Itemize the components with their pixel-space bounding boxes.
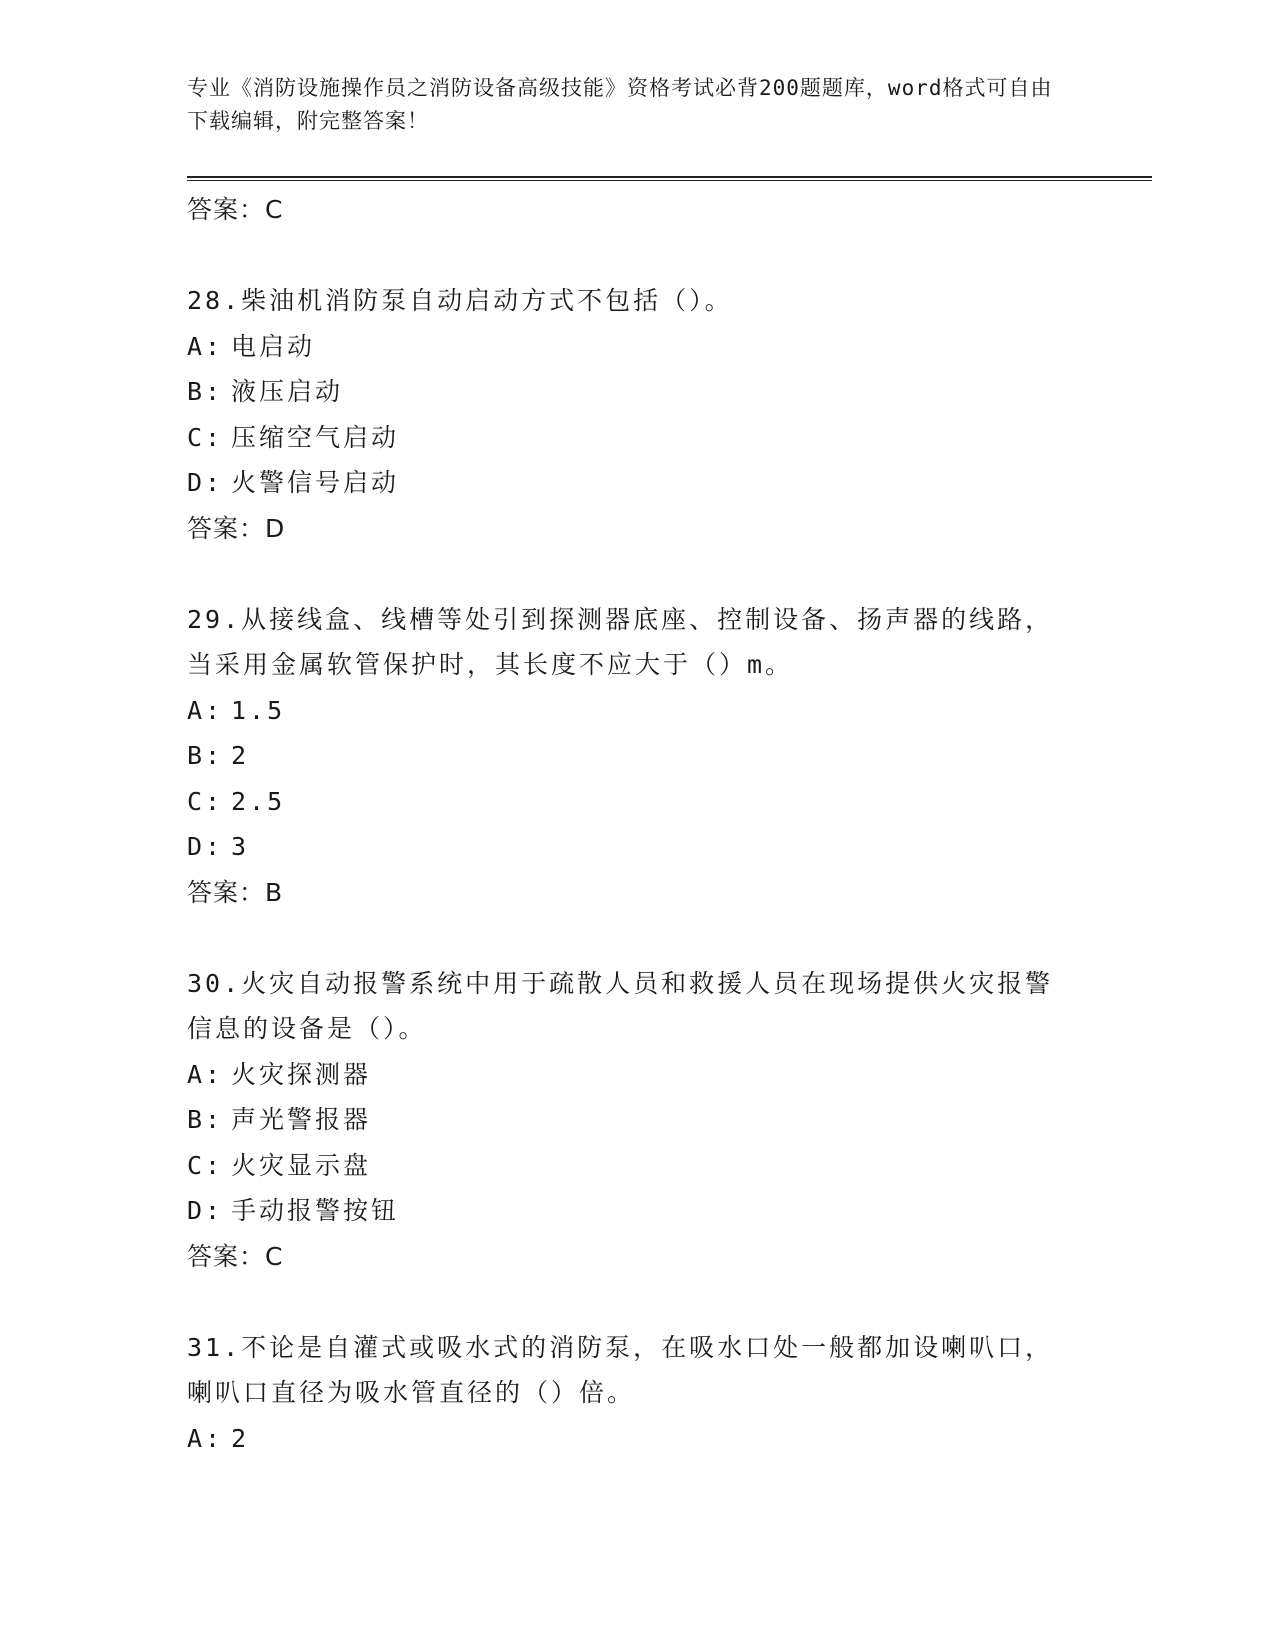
option-row [187, 324, 1152, 370]
option-text: 火警信号启动 [231, 468, 400, 497]
option-key: A: [187, 1423, 224, 1453]
option-row [187, 415, 1152, 461]
option-row [187, 1097, 1152, 1143]
option-key: A: [187, 1059, 224, 1089]
answer-line: 答案：D [187, 513, 286, 543]
question-text: 31.不论是自灌式或吸水式的消防泵，在吸水口处一般都加设喇叭口，喇叭口直径为吸水管直径的（）倍。 [187, 1332, 1054, 1407]
option-key: B: [187, 377, 224, 406]
question-text: 28.柴油机消防泵自动启动方式不包括（）。 [187, 286, 733, 315]
header-divider [187, 176, 1152, 181]
question-list [187, 187, 1152, 1461]
option-text: 2 [231, 1423, 250, 1453]
answer-line: 答案：C [187, 195, 284, 224]
option-key: B: [187, 741, 224, 770]
option-key: C: [187, 786, 224, 816]
answer-line: 答案：C [187, 1241, 284, 1271]
option-row [187, 733, 1152, 779]
option-key: B: [187, 1105, 224, 1134]
question-text: 30.火灾自动报警系统中用于疏散人员和救援人员在现场提供火灾报警信息的设备是（）。 [187, 968, 1054, 1043]
option-text: 1.5 [231, 695, 286, 725]
option-text: 火灾探测器 [231, 1059, 372, 1089]
option-row [187, 369, 1152, 415]
option-row [187, 1052, 1152, 1098]
option-key: A: [187, 331, 224, 361]
option-text: 声光警报器 [231, 1105, 372, 1134]
option-text: 2.5 [231, 786, 286, 816]
option-text: 火灾显示盘 [231, 1150, 372, 1180]
option-text: 液压启动 [231, 377, 344, 406]
option-key: D: [187, 468, 224, 497]
option-key: A: [187, 695, 224, 725]
option-row [187, 824, 1152, 870]
option-row [187, 1143, 1152, 1189]
option-row [187, 779, 1152, 825]
option-row [187, 1416, 1152, 1462]
option-key: D: [187, 1196, 224, 1225]
question-text: 29.从接线盒、线槽等处引到探测器底座、控制设备、扬声器的线路，当采用金属软管保护时，其长度不应大于（）m。 [187, 604, 1054, 679]
option-text: 手动报警按钮 [231, 1196, 400, 1225]
option-key: D: [187, 832, 224, 861]
option-text: 电启动 [231, 331, 316, 361]
option-row [187, 460, 1152, 506]
option-text: 3 [231, 832, 250, 861]
option-text: 2 [231, 741, 250, 770]
option-row [187, 688, 1152, 734]
option-key: C: [187, 422, 224, 452]
answer-line: 答案：B [187, 877, 284, 907]
option-key: C: [187, 1150, 224, 1180]
document-header: 专业《消防设施操作员之消防设备高级技能》资格考试必背200题题库，word格式可自由下载编辑，附完整答案！ [187, 76, 1053, 133]
option-text: 压缩空气启动 [231, 422, 400, 452]
option-row [187, 1188, 1152, 1234]
